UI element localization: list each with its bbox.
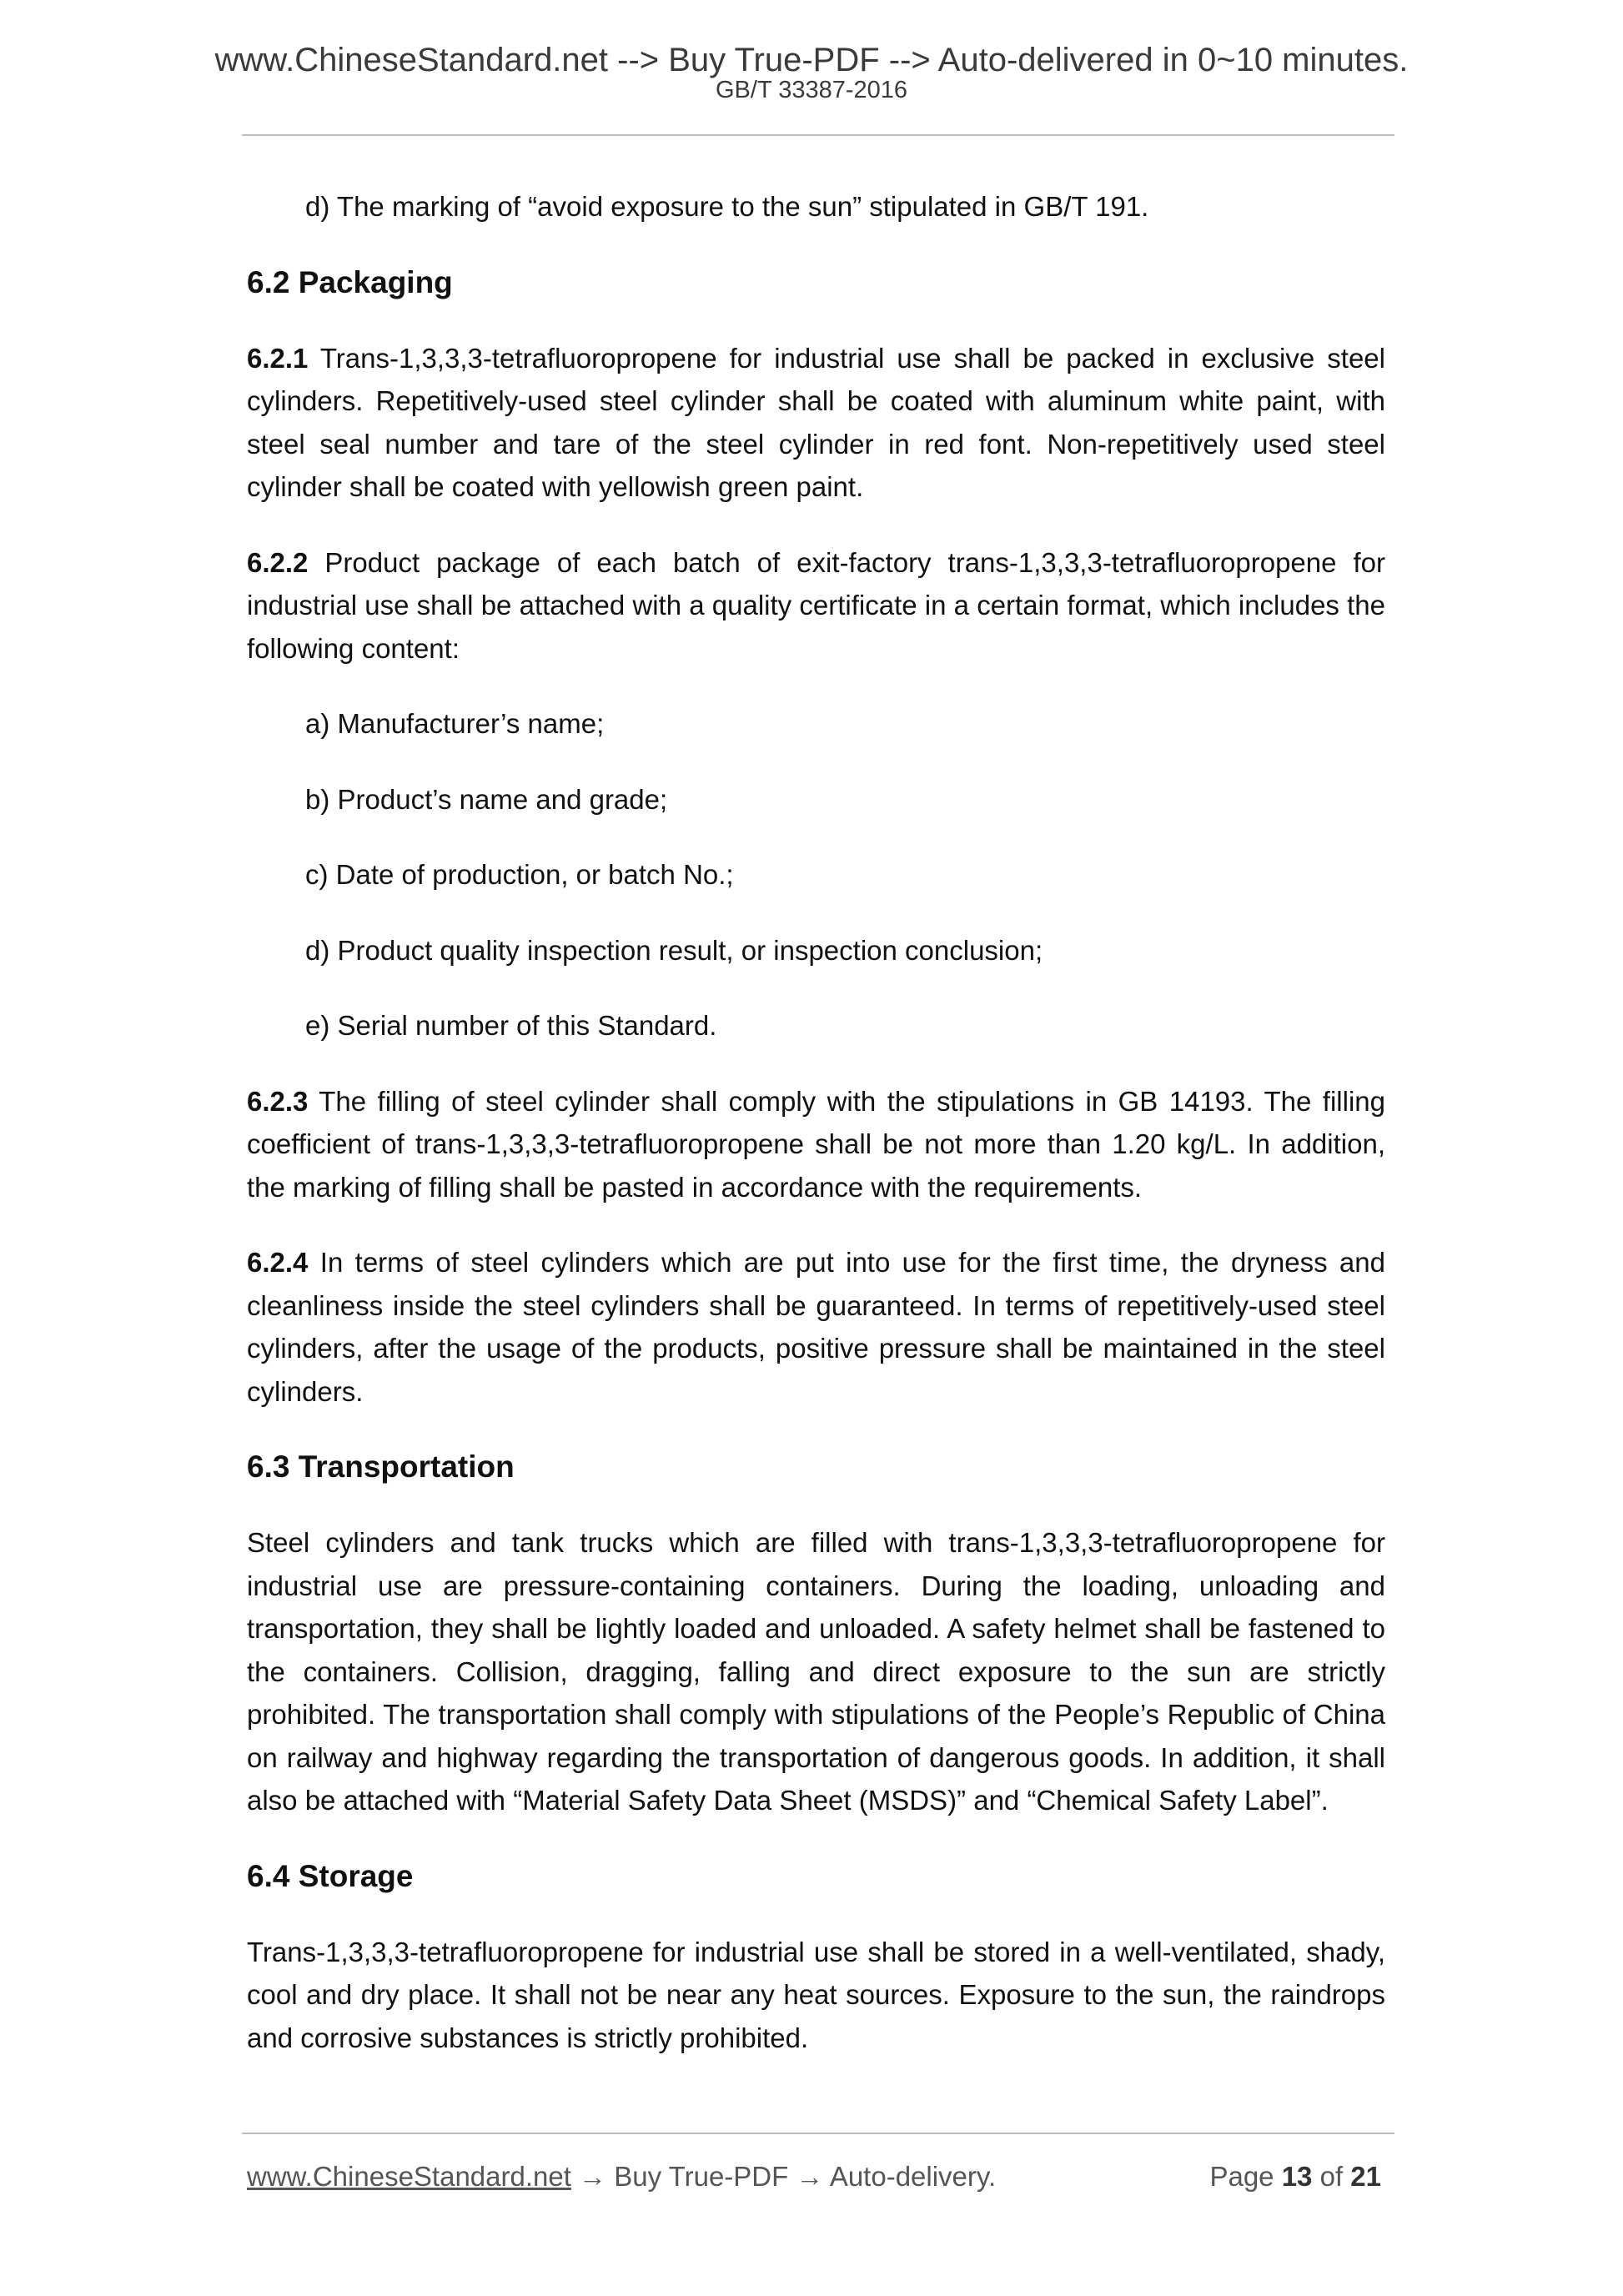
page-indicator — [1209, 2160, 1381, 2193]
page-of-label: of — [1312, 2161, 1351, 2192]
footer-divider — [242, 2133, 1394, 2134]
section-heading-transportation: 6.3 Transportation — [247, 1449, 515, 1484]
storage-paragraph: Trans-1,3,3,3-tetrafluoropropene for industrial use shall be stored in a well-ventilated, shady, cool and dry place. It shall not be near any heat sources. Exposure to the sun, the raindrops and corrosive substances is strictly prohibited. — [247, 1936, 1385, 2053]
clause-6-2-1 — [247, 337, 1385, 509]
clause-number: 6.2.3 — [247, 1085, 309, 1117]
clause-text: The filling of steel cylinder shall comply with the stipulations in GB 14193. The filling coefficient of trans-1,3,3,3-tetrafluoropropene shall be not more than 1.20 kg/L. In addition, the marking of filling shall be pasted in accordance with the requirements. — [247, 1085, 1385, 1203]
list-item: b) Product’s name and grade; — [305, 783, 668, 815]
footer-tagline: → Buy True-PDF → Auto-delivery. — [570, 2161, 997, 2192]
site-banner: www.ChineseStandard.net --> Buy True-PDF --> Auto-delivered in 0~10 minutes. — [214, 42, 1409, 78]
page-label: Page — [1209, 2161, 1282, 2192]
list-item-sun-marking: d) The marking of “avoid exposure to the sun” stipulated in GB/T 191. — [305, 191, 1149, 222]
clause-6-2-3 — [247, 1080, 1385, 1209]
list-item: a) Manufacturer’s name; — [305, 708, 605, 739]
page-footer — [247, 2160, 1381, 2193]
section-heading-storage: 6.4 Storage — [247, 1858, 414, 1893]
list-item: c) Date of production, or batch No.; — [305, 859, 734, 890]
clause-number: 6.2.1 — [247, 342, 309, 374]
standard-code: GB/T 33387-2016 — [715, 77, 908, 103]
document-body — [247, 185, 1385, 2092]
clause-text: In terms of steel cylinders which are put into use for the first time, the dryness and cleanliness inside the steel cylinders shall be guaranteed. In terms of repetitively-used steel cylinders, after the usage of the products, positive pressure shall be maintained in the steel cylinders. — [247, 1247, 1385, 1407]
clause-text: Trans-1,3,3,3-tetrafluoropropene for industrial use shall be packed in exclusive steel cylinders. Repetitively-used steel cylinder shall be coated with aluminum white paint, with steel seal number and tare of the steel cylinder in red font. Non-repetitively used steel cylinder shall be coated with yellowish green paint. — [247, 342, 1385, 502]
clause-6-2-2 — [247, 541, 1385, 671]
header-divider — [242, 134, 1394, 136]
clause-number: 6.2.2 — [247, 546, 309, 578]
page-current: 13 — [1281, 2161, 1313, 2192]
transportation-paragraph: Steel cylinders and tank trucks which are filled with trans-1,3,3,3-tetrafluoropropene for industrial use are pressure-containing containers. During the loading, unloading and transportation, they shall be lightly loaded and unloaded. A safety helmet shall be fastened to the containers. Collision, dragging, falling and direct exposure to the sun are strictly prohibited. The transportation shall comply with stipulations of the People’s Republic of China on railway and highway regarding the transportation of dangerous goods. In addition, it shall also be attached with “Material Safety Data Sheet (MSDS)” and “Chemical Safety Label”. — [247, 1527, 1385, 1816]
section-heading-packaging: 6.2 Packaging — [247, 264, 453, 299]
clause-number: 6.2.4 — [247, 1247, 309, 1278]
clause-6-2-4 — [247, 1241, 1385, 1413]
clause-text: Product package of each batch of exit-factory trans-1,3,3,3-tetrafluoropropene for industrial use shall be attached with a quality certificate in a certain format, which includes the following content: — [247, 546, 1385, 664]
list-item: d) Product quality inspection result, or inspection conclusion; — [305, 934, 1043, 966]
footer-site-link[interactable]: www.ChineseStandard.net — [247, 2161, 571, 2192]
page-total: 21 — [1350, 2161, 1381, 2192]
list-item: e) Serial number of this Standard. — [305, 1010, 717, 1041]
